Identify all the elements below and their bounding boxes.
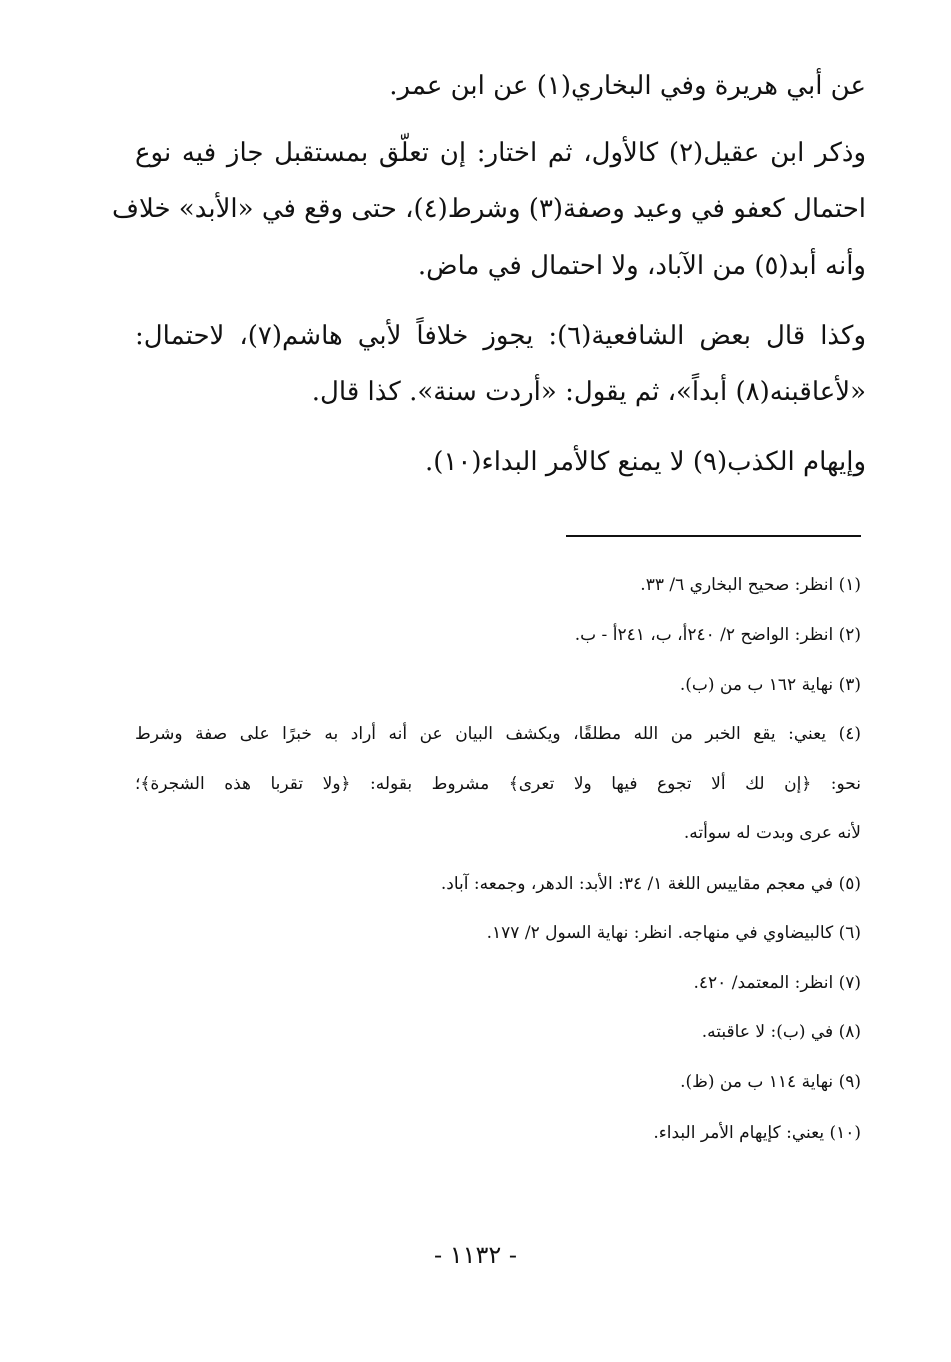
footnote-8: (٨) في (ب): لا عاقبته.	[701, 1022, 861, 1042]
footnote-5: (٥) في معجم مقاييس اللغة ١/ ٣٤: الأبد: الدهر، وجمعه: آباد.	[440, 874, 861, 894]
footnote-3: (٣) نهاية ١٦٢ ب من (ب).	[679, 675, 861, 695]
body-line-2: وذكر ابن عقيل(٢) كالأول، ثم اختار: إن تعلّق بمستقبل جاز فيه نوع	[135, 138, 866, 168]
body-line-5: وكذا قال بعض الشافعية(٦): يجوز خلافاً لأبي هاشم(٧)، لاحتمال:	[135, 321, 866, 351]
body-line-4: وأنه أبد(٥) من الآباد، ولا احتمال في ماض.	[417, 251, 866, 281]
footnote-7: (٧) انظر: المعتمد/ ٤٢٠.	[693, 973, 861, 993]
footnote-separator	[566, 535, 861, 537]
footnote-2: (٢) انظر: الواضح ٢/ ٢٤٠أ، ب، ٢٤١أ - ب.	[574, 625, 861, 645]
footnote-1: (١) انظر: صحيح البخاري ٦/ ٣٣.	[640, 575, 861, 595]
body-line-3: احتمال كعفو في وعيد وصفة(٣) وشرط(٤)، حتى وقع في «الأبد» خلاف	[112, 194, 866, 224]
body-line-7: وإيهام الكذب(٩) لا يمنع كالأمر البداء(١٠).	[424, 447, 866, 477]
page-number: - ١١٣٢ -	[433, 1241, 518, 1269]
footnote-9: (٩) نهاية ١١٤ ب من (ظ).	[680, 1072, 861, 1092]
footnote-10: (١٠) يعني: كإيهام الأمر البداء.	[653, 1123, 861, 1143]
footnote-6: (٦) كالبيضاوي في منهاجه. انظر: نهاية السول ٢/ ١٧٧.	[486, 923, 861, 943]
body-line-1: عن أبي هريرة وفي البخاري(١) عن ابن عمر.	[389, 71, 866, 101]
footnote-4-line-1: (٤) يعني: يقع الخبر من الله مطلقًا، ويكشف البيان عن أنه أراد به خبرًا على صفة وشرط	[135, 724, 861, 744]
body-line-6: «لأعاقبنه(٨) أبداً»، ثم يقول: «أردت سنة». كذا قال.	[311, 377, 866, 407]
footnote-4-line-2: نحو: ﴿إن لك ألا تجوع فيها ولا تعرى﴾ مشروط بقوله: ﴿ولا تقربا هذه الشجرة﴾؛	[135, 774, 861, 794]
footnote-4-line-3: لأنه عرى وبدت له سوأته.	[683, 823, 861, 843]
